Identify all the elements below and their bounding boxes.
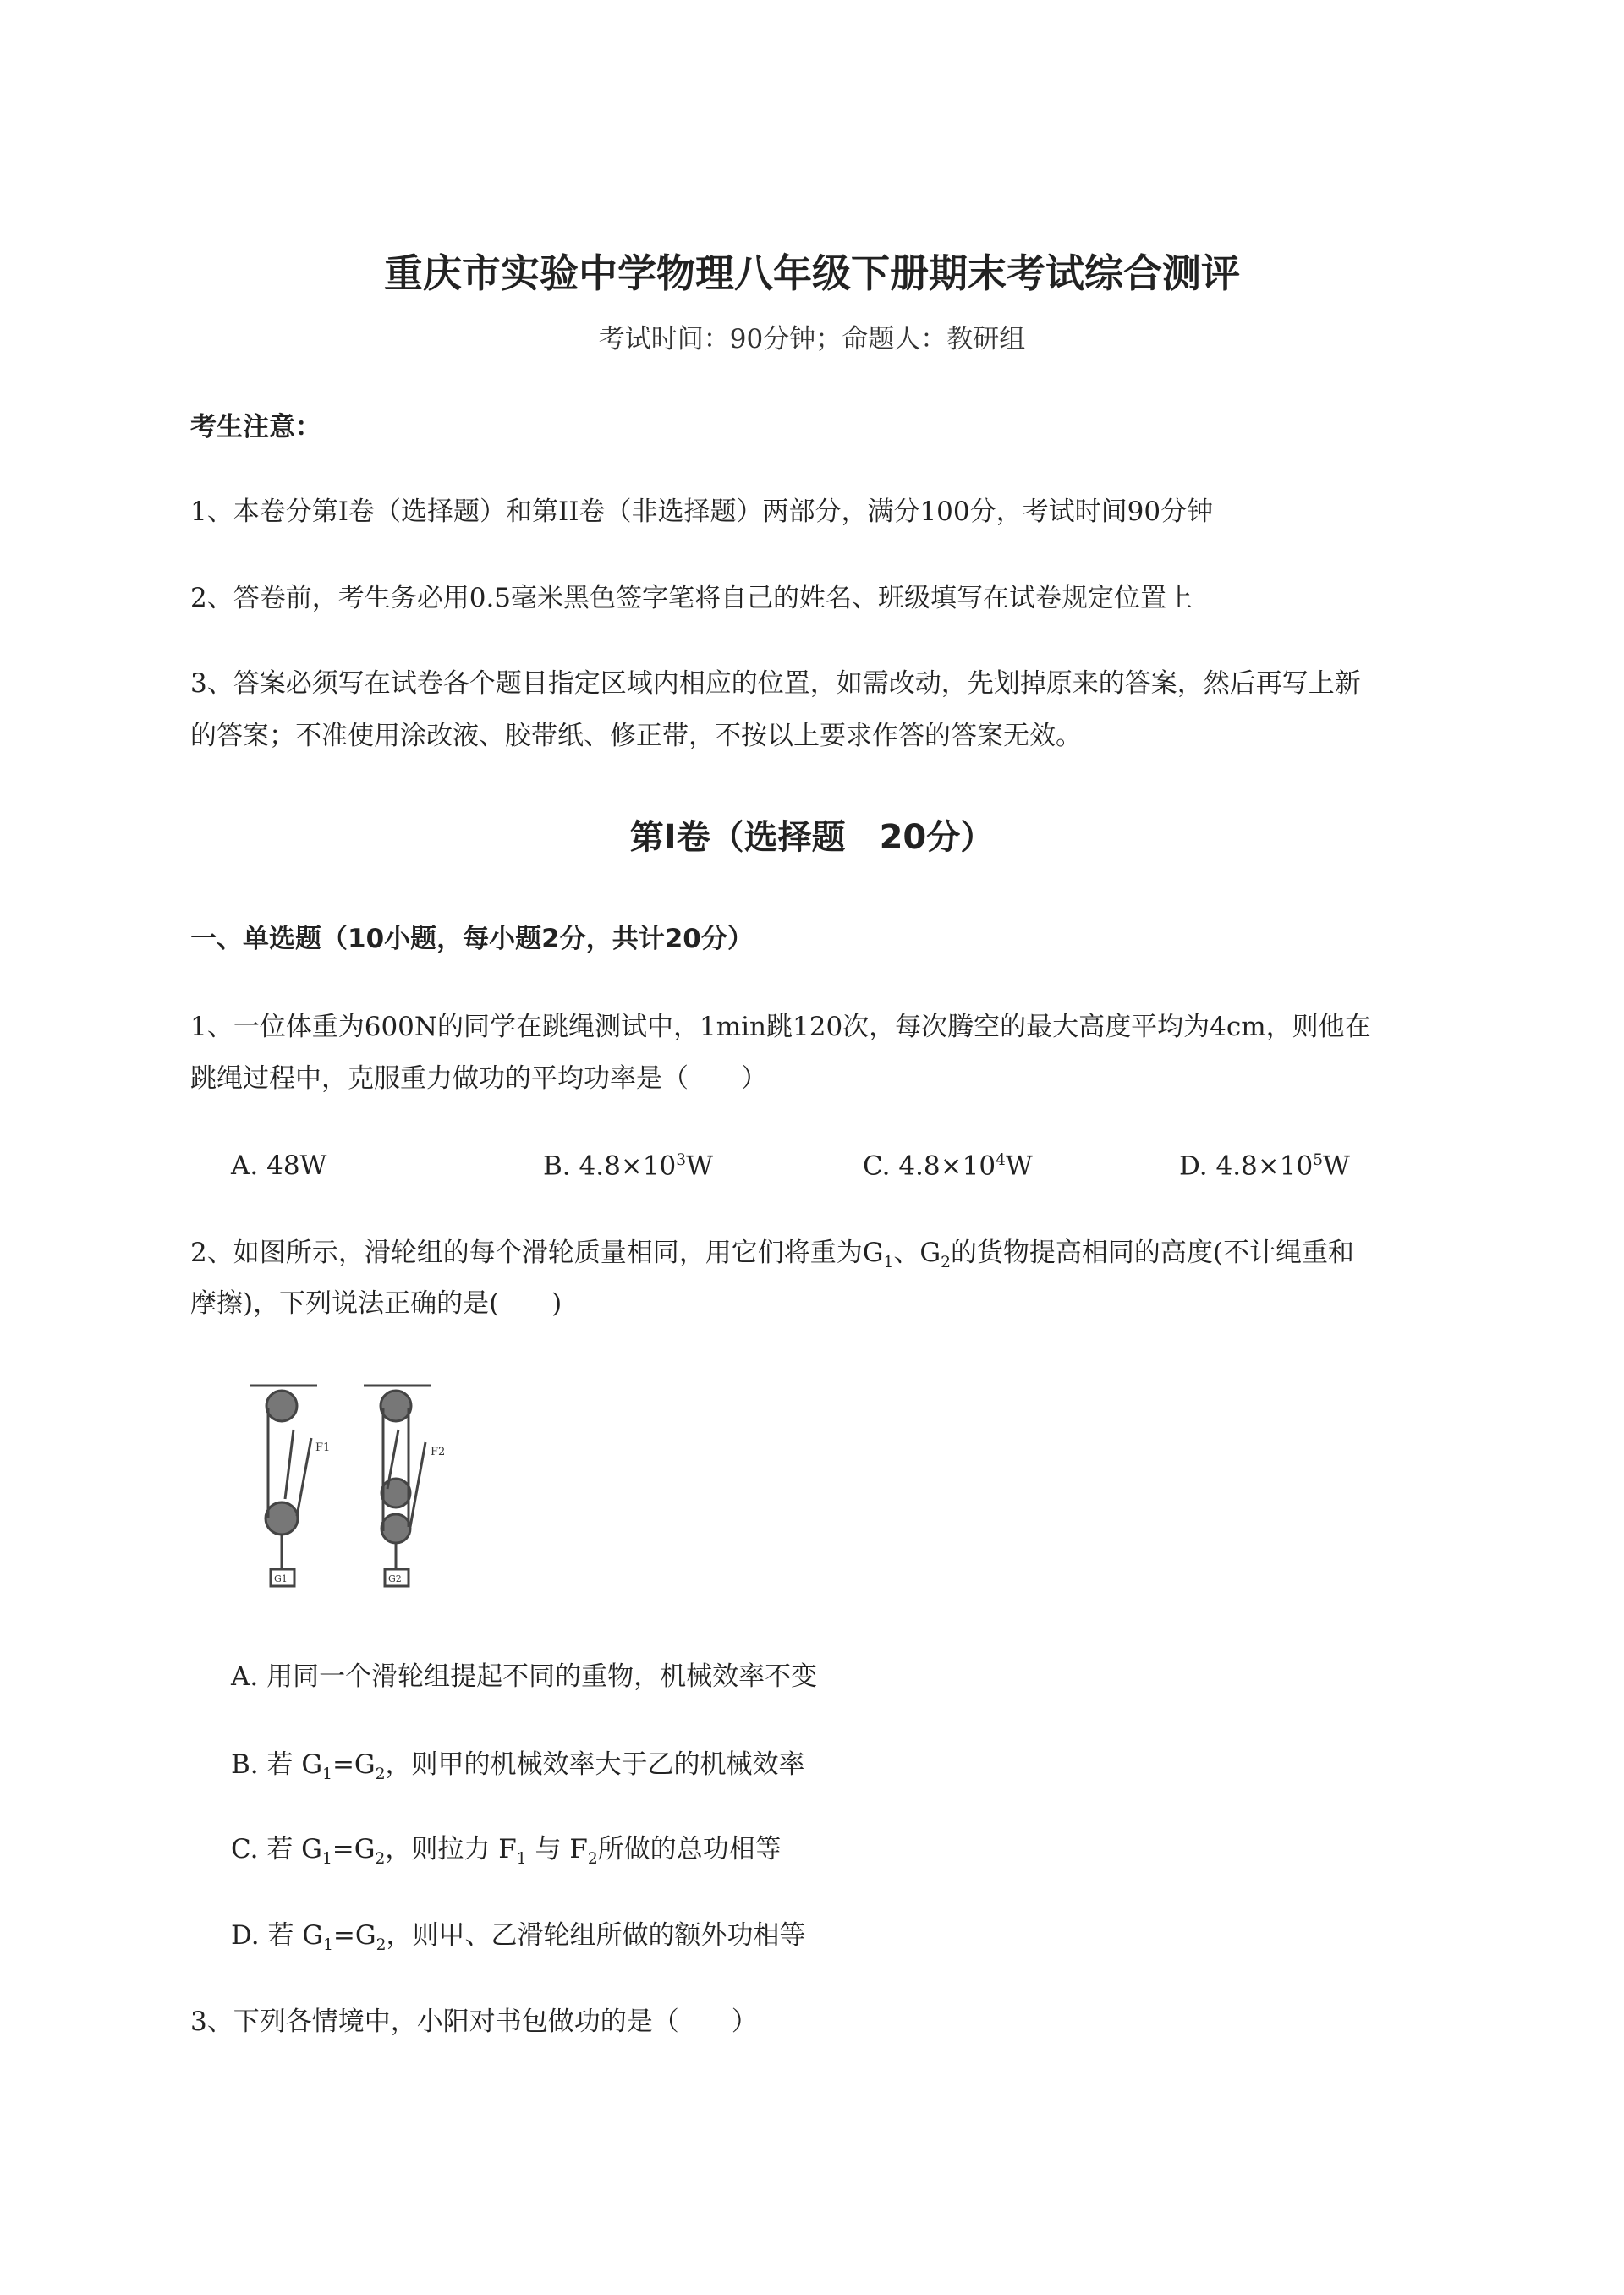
q1-option-b[interactable] [543, 1150, 713, 1182]
q2-option-d[interactable]: D. 若 $G_1=G_2$，则甲、乙滑轮组所做的额外功相等 [231, 1920, 806, 1955]
exam-info: 考试时间：90分钟；命题人：教研组 [598, 324, 1026, 354]
option-text: 4.8×10 [579, 1150, 677, 1182]
q1-stem: 跳绳过程中，克服重力做功的平均功率是（ ） [190, 1063, 767, 1094]
exponent: 3 [676, 1151, 687, 1169]
q2-stem: 摩擦)，下列说法正确的是( ) [190, 1288, 562, 1319]
option-label: C. [863, 1150, 891, 1182]
option-text: 4.8×10 [1215, 1150, 1314, 1182]
section-title: 第I卷（选择题 20分） [629, 818, 995, 857]
notice-item: 3、答案必须写在试卷各个题目指定区域内相应的位置，如需改动，先划掉原来的答案，然后再写上新 [190, 668, 1361, 699]
unit: W [1005, 1150, 1033, 1182]
q2-option-a[interactable]: A. 用同一个滑轮组提起不同的重物，机械效率不变 [231, 1661, 818, 1692]
notice-item: 1、本卷分第I卷（选择题）和第II卷（非选择题）两部分，满分100分，考试时间90分钟 [190, 497, 1214, 527]
option-text: 48W [266, 1150, 327, 1181]
q1-option-a[interactable] [231, 1150, 327, 1181]
unit: W [686, 1150, 713, 1182]
label-f2: F2 [431, 1446, 446, 1458]
q3-stem: 3、下列各情境中，小阳对书包做功的是（ ） [190, 2007, 758, 2037]
label-g1: G1 [274, 1573, 288, 1584]
page-title: 重庆市实验中学物理八年级下册期末考试综合测评 [384, 250, 1240, 296]
pulley-diagram [231, 1370, 476, 1597]
q2-option-b[interactable]: B. 若 $G_1=G_2$，则甲的机械效率大于乙的机械效率 [231, 1749, 805, 1784]
notice-heading: 考生注意： [190, 412, 321, 442]
option-label: B. [543, 1150, 571, 1182]
label-g2: G2 [388, 1573, 402, 1584]
notice-item: 2、答卷前，考生务必用0.5毫米黑色签字笔将自己的姓名、班级填写在试卷规定位置上 [190, 583, 1193, 613]
q2-option-c[interactable]: C. 若 $G_1=G_2$，则拉力 $F_1$ 与 $F_2$所做的总功相等 [231, 1834, 782, 1869]
q2-stem: 2、如图所示，滑轮组的每个滑轮质量相同，用它们将重为$G_1$、$G_2$的货物提高相同的高度(不计绳重和 [190, 1238, 1355, 1272]
notice-item: 的答案；不准使用涂改液、胶带纸、修正带，不按以上要求作答的答案无效。 [190, 721, 1082, 751]
part-heading: 一、单选题（10小题，每小题2分，共计20分） [190, 924, 754, 954]
exponent: 5 [1313, 1151, 1324, 1169]
option-text: 4.8×10 [898, 1150, 996, 1182]
q1-option-c[interactable] [863, 1150, 1033, 1182]
unit: W [1323, 1150, 1350, 1182]
option-label: A. [231, 1150, 259, 1181]
q1-option-d[interactable] [1179, 1150, 1350, 1182]
option-label: D. [1179, 1150, 1208, 1182]
label-f1: F1 [315, 1441, 331, 1454]
q1-stem: 1、一位体重为600N的同学在跳绳测试中，1min跳120次，每次腾空的最大高度平均为4cm，则他在 [190, 1012, 1371, 1042]
exponent: 4 [996, 1151, 1006, 1169]
